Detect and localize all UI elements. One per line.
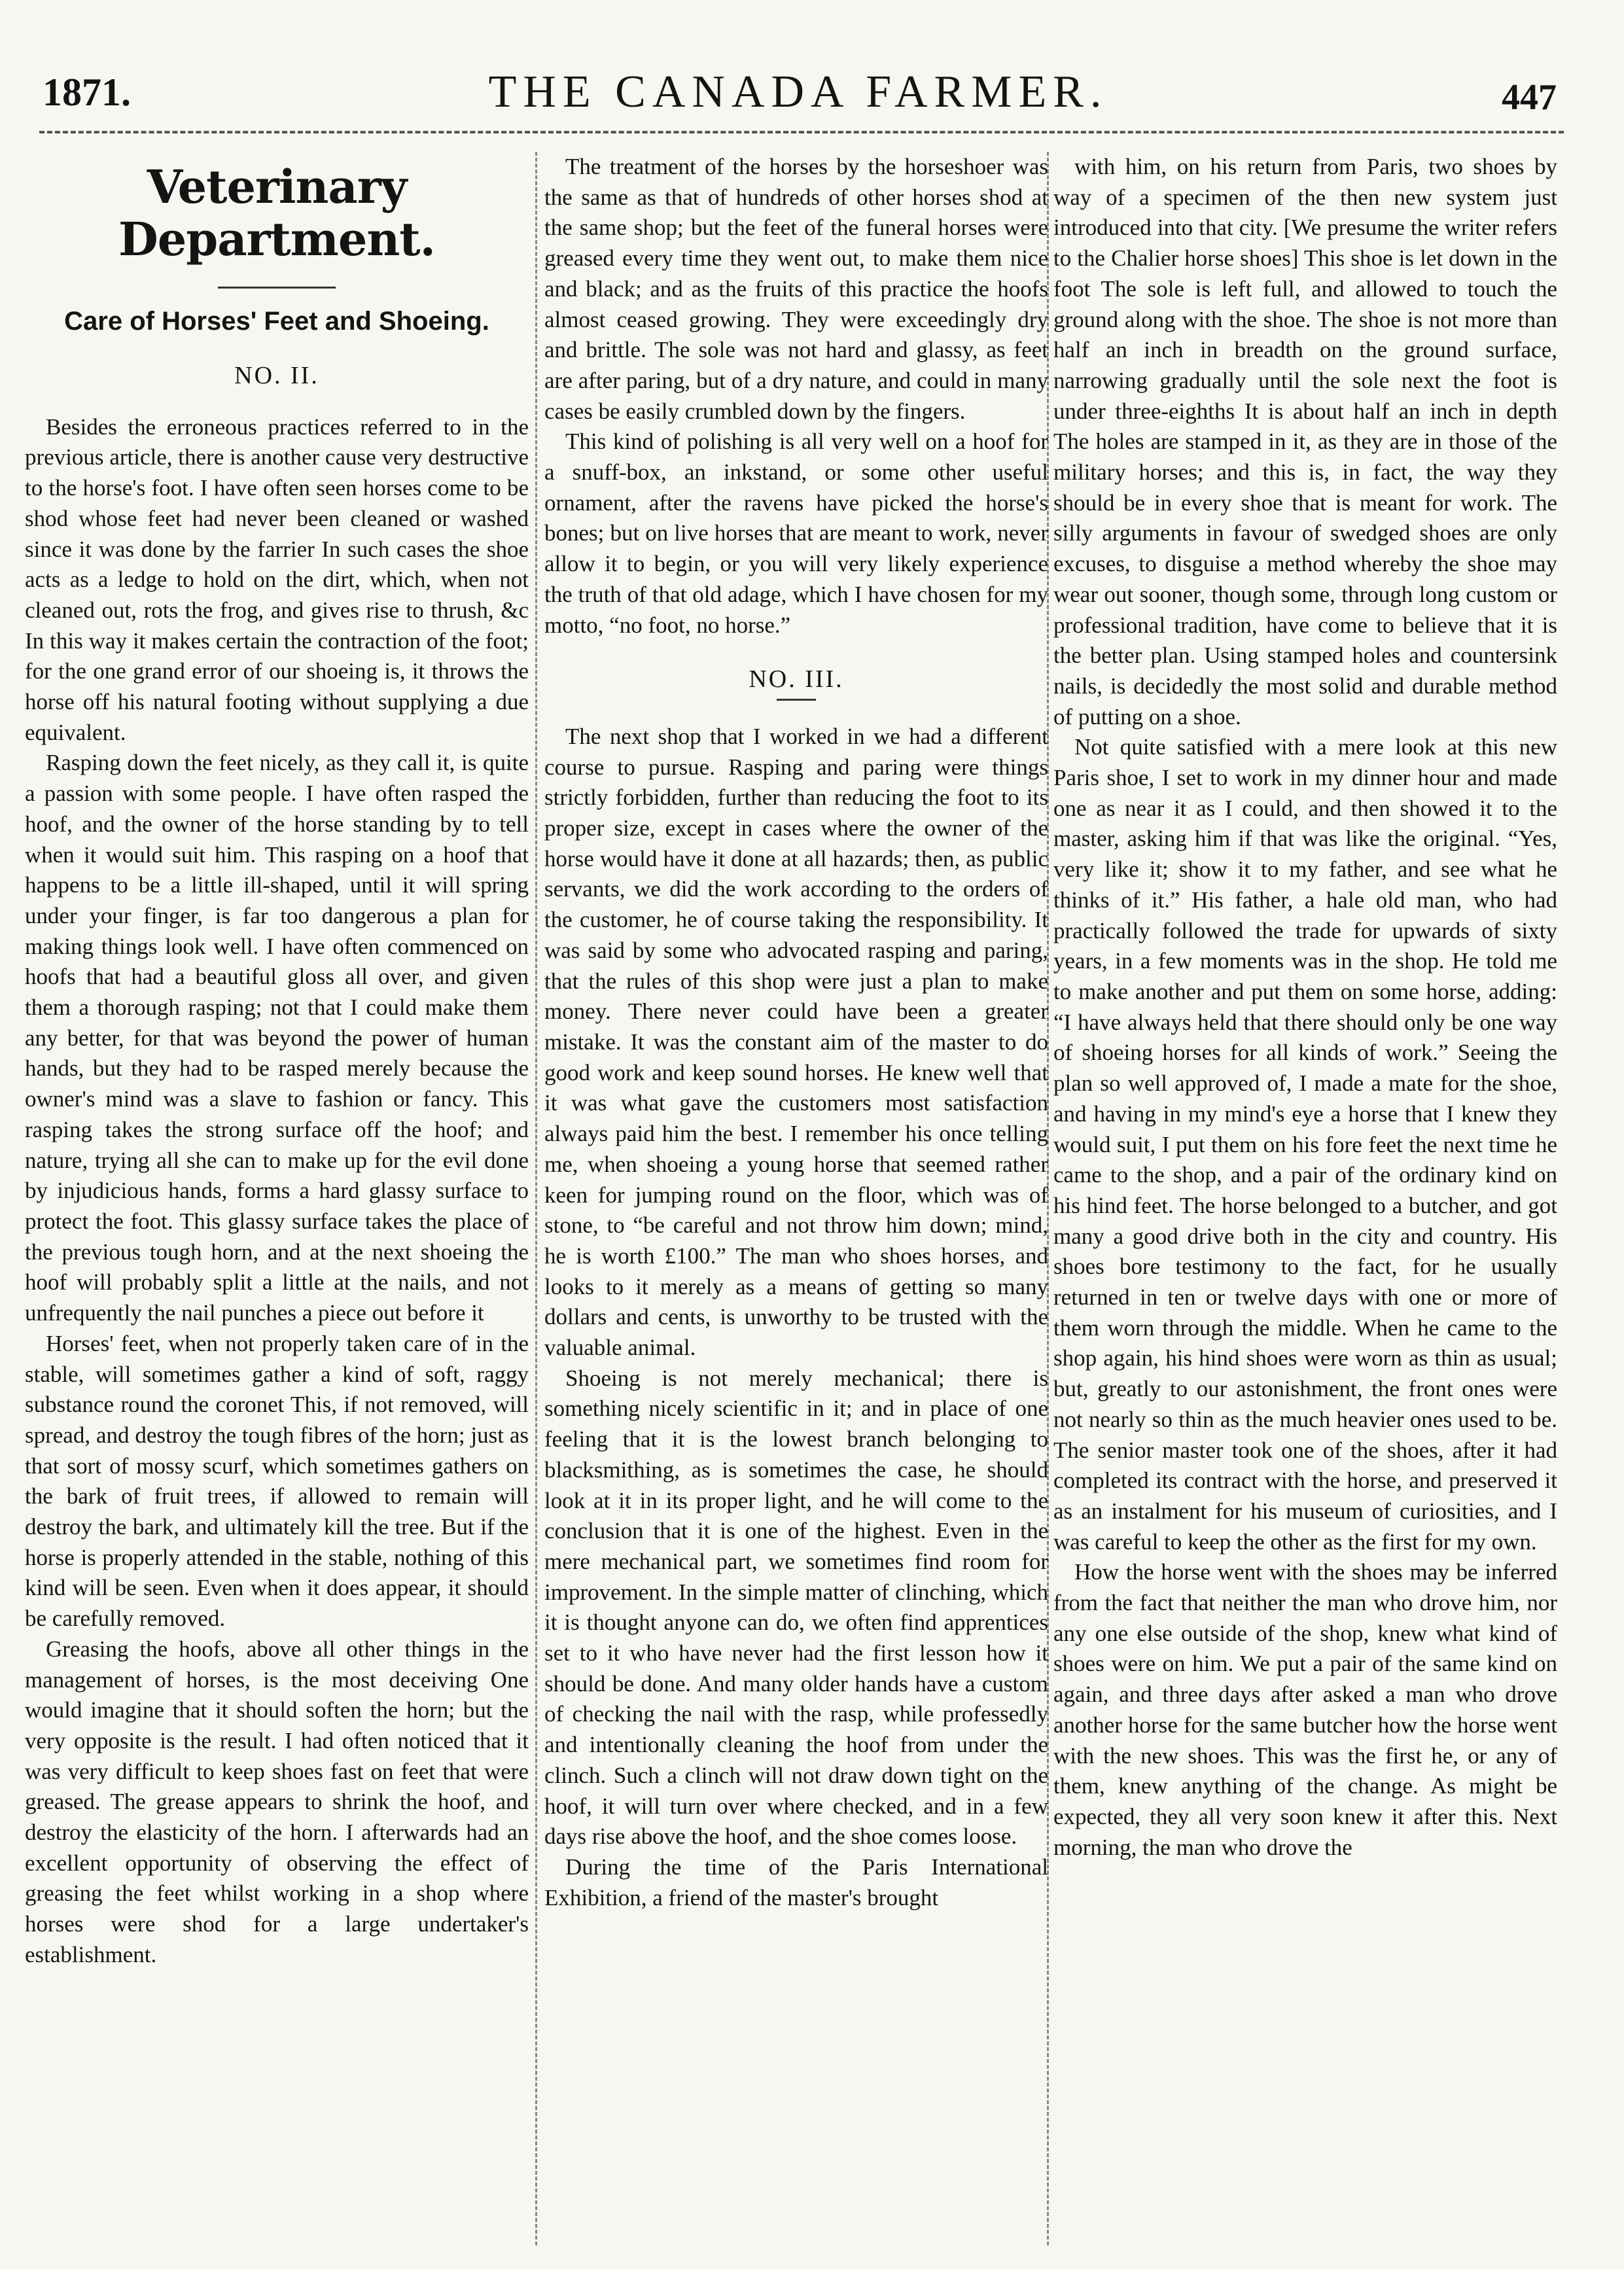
article-title: Care of Horses' Feet and Shoeing. <box>64 307 489 336</box>
masthead <box>36 62 1561 128</box>
column-3 <box>1053 152 1557 2245</box>
newspaper-title: THE CANADA FARMER. <box>488 67 1108 117</box>
paragraph: This kind of polishing is all very well on a hoof for a snuff-box, an inkstand, or some other useful ornament, after the ravens have picked the horse's bones; but on live horses that are meant to work, never allow it to begin, or you will very likely experience the truth of that old adage, which I have chosen for my motto, “no foot, no horse.” <box>544 429 1048 638</box>
masthead-rule <box>39 131 1564 133</box>
heading-rule <box>218 287 336 289</box>
section-number-3: NO. III. <box>544 664 1048 701</box>
paragraph: Shoeing is not merely mechanical; there is something nicely scientific in it; and in place of one feeling that it is the lowest branch belonging to blacksmithing, as is sometimes the case, he should look at it in its proper light, and he will come to the conclusion that it is one of the highest. Even in the mere mechanical part, we sometimes find room for improvement. In the simple matter of clinching, which it is thought anyone can do, we often find apprentices set to it who have never had the first lesson how it should be done. And many older hands have a custom of checking the nail with the rasp, while professedly and intentionally cleaning the hoof from under the clinch. Such a clinch will not draw down tight on the hoof, it will turn over where checked, and in a few days rise above the hoof, and the shoe comes loose. <box>544 1365 1048 1850</box>
paragraph: The next shop that I worked in we had a different course to pursue. Rasping and paring were things strictly forbidden, further than reducing the foot to its proper size, except in cases where the owner of the horse would have it done at all hazards; then, as public servants, we did the work according to the orders of the customer, he of course taking the responsibility. It was said by some who advocated rasping and paring, that the rules of this shop were just a plan to make money. There never could have been a greater mistake. It was the constant aim of the master to do good work and keep sound horses. He knew well that it was what gave the customers most satisfaction always paid him the best. I remember his once telling me, when shoeing a young horse that seemed rather keen for jumping round on the floor, which was of stone, to “be careful and not throw him down; mind, he is worth £100.” The man who shoes horses, and looks to it merely as a means of getting so many dollars and cents, is unworthy to be trusted with the valuable animal. <box>544 723 1048 1361</box>
issue-year: 1871. <box>43 71 131 114</box>
page-number: 447 <box>1502 77 1557 118</box>
paragraph: During the time of the Paris International Exhibition, a friend of the master's brought <box>544 1854 1048 1910</box>
department-heading: Veterinary Department. <box>118 160 435 266</box>
paragraph: Besides the erroneous practices referred to in the previous article, there is another cause very destructive to the horse's foot. I have often seen horses come to be shod whose feet had never been cleaned or washed since it was done by the farrier In such cases the shoe acts as a ledge to hold on the dirt, which, when not cleaned out, rots the frog, and gives rise to thrush, &c In this way it makes certain the contraction of the foot; for the one grand error of our shoeing is, it throws the horse off his natural footing without supplying a due equivalent. <box>25 413 529 745</box>
column-2 <box>544 152 1048 2245</box>
paragraph: Not quite satisfied with a mere look at this new Paris shoe, I set to work in my dinner hour and made one as near it as I could, and then showed it to the master, asking him if that was like the original. “Yes, very like it; show it to my father, and see what he thinks of it.” His father, a hale old man, who had practically followed the trade for upwards of sixty years, in a few moments was in the shop. He told me to make another and put them on some horse, adding: “I have always held that there should only be one way of shoeing horses for all kinds of work.” Seeing the plan so well approved of, I made a mate for the shoe, and having in my mind's eye a horse that I knew they would suit, I put them on his fore feet the next time he came to the shop, and a pair of the ordinary kind on his hind feet. The horse belonged to a butcher, and got many a good drive both in the city and country. His shoes bore testimony to the fact, for he usually returned in ten or twelve days with one or more of them worn through the middle. When he came to the shop again, his hind shoes were worn as thin as usual; but, greatly to our astonishment, the front ones were not nearly so thin as the much heavier ones used to be. The senior master took one of the shoes, after it had completed its contract with the horse, and preserved it as an instalment for his museum of curiosities, and I was careful to keep the other as the first for my own. <box>1053 734 1557 1555</box>
paragraph: Horses' feet, when not properly taken care of in the stable, will sometimes gather a kind of soft, raggy substance round the coronet This, if not removed, will spread, and destroy the tough fibres of the horn; just as that sort of mossy scurf, which sometimes gathers on the bark of fruit trees, if allowed to remain will destroy the bark, and ultimately kill the tree. But if the horse is properly attended in the stable, nothing of this kind will be seen. Even when it does appear, it should be carefully removed. <box>25 1330 529 1632</box>
paragraph: The treatment of the horses by the horseshoer was the same as that of hundreds of other horses shod at the same shop; but the feet of the funeral horses were greased every time they went out, to make them nice and black; and as the fruits of this practice the hoofs almost ceased growing. They were exceedingly dry and brittle. The sole was not hard and glassy, as feet are after paring, but of a dry nature, and could in many cases be easily crumbled down by the fingers. <box>544 154 1048 424</box>
paragraph: Rasping down the feet nicely, as they call it, is quite a passion with some people. I have often rasped the hoof, and the owner of the horse standing by to tell when it would suit him. This rasping on a hoof that happens to be a little ill-shaped, until it will spring under your finger, is far too dangerous a plan for making things look well. I have often commenced on hoofs that had a beautiful gloss all over, and given them a thorough rasping; not that I could make them any better, for that was beyond the power of human hands, but they had to be rasped merely because the owner's mind was a slave to fashion or fancy. This rasping takes the strong surface off the hoof; and nature, trying all she can to make up for the evil done by injudicious hands, forms a hard glassy surface to protect the foot. This glassy surface takes the place of the previous tough horn, and at the next shoeing the hoof will probably split a little at the nails, and not unfrequently the nail punches a piece out before it <box>25 750 529 1326</box>
paragraph: with him, on his return from Paris, two shoes by way of a specimen of the then new system just introduced into that city. [We presume the writer refers to the Chalier horse shoes] This shoe is let down in the foot The sole is left full, and allowed to touch the ground along with the shoe. The shoe is not more than half an inch in breadth on the ground surface, narrowing gradually until the sole next the foot is under three-eighths It is about half an inch in depth The holes are stamped in it, as they are in those of the military horses; and this is, in fact, the way they should be in every shoe that is meant for work. The silly arguments in favour of swedged shoes are only excuses, to disguise a method whereby the shoe may wear out sooner, though some, through long custom or professional tradition, have come to believe that it is the better plan. Using stamped holes and countersink nails, is decidedly the most solid and durable method of putting on a shoe. <box>1053 154 1557 730</box>
paragraph: Greasing the hoofs, above all other things in the management of horses, is the most deceiving One would imagine that it should soften the horn; but the very opposite is the result. I had often noticed that it was very difficult to keep shoes fast on feet that were greased. The grease appears to shrink the hoof, and destroy the elasticity of the horn. I afterwards had an excellent opportunity of observing the effect of greasing the feet whilst working in a shop where horses were shod for a large undertaker's establishment. <box>25 1636 529 1967</box>
column-divider <box>535 152 537 2245</box>
column-1 <box>25 152 529 2245</box>
section-number-2: NO. II. <box>234 362 319 389</box>
paragraph: How the horse went with the shoes may be inferred from the fact that neither the man who drove him, nor any one else outside of the shop, knew what kind of shoes were on him. We put a pair of the same kind on again, and three days after asked a man who drove another horse for the same butcher how the horse went with the new shoes. This was the first he, or any of them, knew anything of the change. As might be expected, they all very soon knew it after this. Next morning, the man who drove the <box>1053 1559 1557 1860</box>
